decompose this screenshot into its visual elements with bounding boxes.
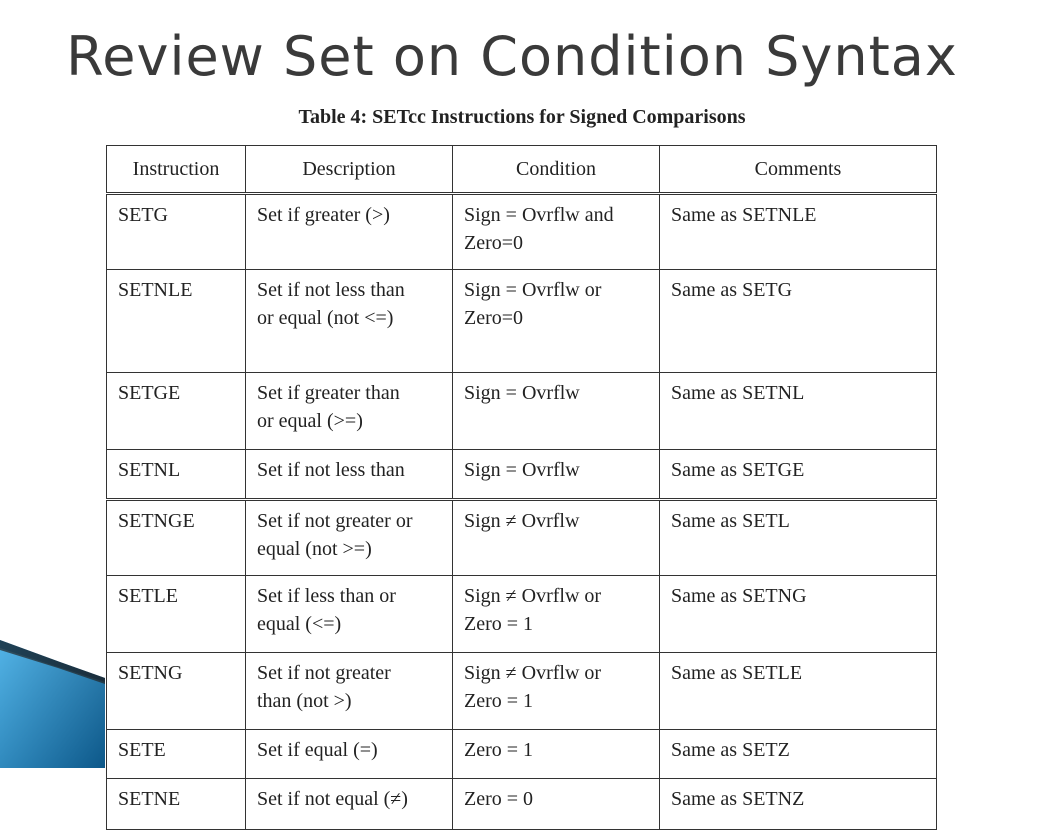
cell-condition [453,730,660,779]
cell-instruction-text: SETLE [118,585,178,607]
cell-instruction-text: SETNG [118,662,183,684]
cell-description [246,730,453,779]
cell-instruction [107,194,246,270]
cell-instruction-text: SETNGE [118,510,195,532]
cell-condition [453,576,660,653]
cell-instruction-text: SETNLE [118,279,193,301]
cell-description [246,450,453,500]
cell-condition-line: Sign ≠ Ovrflw [464,510,580,532]
table-header-row [107,146,937,194]
cell-description-line: or equal (not <=) [257,307,394,329]
cell-description-line: Set if greater (>) [257,204,390,226]
cell-comments [660,730,937,779]
cell-condition-line: Zero=0 [464,307,524,329]
table-row [107,450,937,500]
cell-description [246,779,453,830]
cell-instruction [107,270,246,373]
cell-condition-line: Sign = Ovrflw [464,382,580,404]
cell-description-line: Set if equal (=) [257,739,378,761]
setcc-table [106,145,937,830]
cell-comments [660,450,937,500]
cell-comments-text: Same as SETNZ [671,788,805,810]
cell-instruction-text: SETGE [118,382,181,404]
cell-comments [660,576,937,653]
cell-instruction [107,373,246,450]
cell-instruction-text: SETE [118,739,166,761]
cell-instruction-text: SETNE [118,788,181,810]
cell-description [246,194,453,270]
cell-condition [453,450,660,500]
table-row [107,653,937,730]
cell-comments-text: Same as SETNLE [671,204,817,226]
cell-instruction [107,653,246,730]
table-row [107,194,937,270]
cell-description-line: Set if not greater [257,662,391,684]
cell-description-line: Set if greater than [257,382,400,404]
cell-comments-text: Same as SETG [671,279,793,301]
cell-comments-text: Same as SETNG [671,585,807,607]
cell-condition-line: Sign = Ovrflw or [464,279,602,301]
cell-description-line: than (not >) [257,690,352,712]
cell-description-line: Set if not less than [257,279,405,301]
cell-description [246,576,453,653]
table-body [107,194,937,830]
cell-instruction [107,730,246,779]
table-row [107,779,937,830]
cell-comments [660,270,937,373]
header-description: Description [246,146,453,194]
table-caption: Table 4: SETcc Instructions for Signed Comparisons [298,106,746,128]
cell-comments-text: Same as SETGE [671,459,805,481]
table-row [107,373,937,450]
cell-comments-text: Same as SETNL [671,382,805,404]
cell-instruction-text: SETNL [118,459,181,481]
cell-description [246,373,453,450]
cell-description-line: Set if not equal (≠) [257,788,408,810]
corner-decoration [0,640,105,768]
cell-description [246,653,453,730]
cell-condition [453,194,660,270]
cell-condition-line: Zero = 1 [464,690,534,712]
cell-description [246,270,453,373]
header-instruction: Instruction [107,146,246,194]
table-row [107,500,937,576]
cell-description-line: equal (<=) [257,613,342,635]
table-row [107,270,937,373]
cell-description-line: Set if not greater or [257,510,413,532]
cell-comments [660,373,937,450]
cell-condition-line: Zero = 1 [464,613,534,635]
table-row [107,730,937,779]
cell-condition-line: Sign = Ovrflw [464,459,580,481]
cell-description-line: Set if not less than [257,459,405,481]
cell-condition [453,373,660,450]
cell-comments [660,779,937,830]
cell-comments [660,653,937,730]
cell-condition [453,653,660,730]
cell-description-line: equal (not >=) [257,538,372,560]
header-condition: Condition [453,146,660,194]
cell-description [246,500,453,576]
cell-comments [660,194,937,270]
cell-condition [453,270,660,373]
table-row [107,576,937,653]
cell-instruction [107,500,246,576]
cell-comments [660,500,937,576]
cell-condition-line: Sign ≠ Ovrflw or [464,585,602,607]
slide-title: Review Set on Condition Syntax [66,25,958,88]
cell-description-line: or equal (>=) [257,410,363,432]
cell-comments-text: Same as SETLE [671,662,803,684]
cell-condition-line: Zero = 1 [464,739,534,761]
header-comments: Comments [660,146,937,194]
cell-condition-line: Zero = 0 [464,788,534,810]
cell-instruction [107,779,246,830]
cell-comments-text: Same as SETZ [671,739,790,761]
cell-instruction-text: SETG [118,204,168,226]
cell-instruction [107,450,246,500]
cell-condition [453,779,660,830]
cell-comments-text: Same as SETL [671,510,790,532]
cell-condition-line: Zero=0 [464,232,524,254]
cell-instruction [107,576,246,653]
cell-condition [453,500,660,576]
cell-description-line: Set if less than or [257,585,396,607]
cell-condition-line: Sign ≠ Ovrflw or [464,662,602,684]
cell-condition-line: Sign = Ovrflw and [464,204,614,226]
